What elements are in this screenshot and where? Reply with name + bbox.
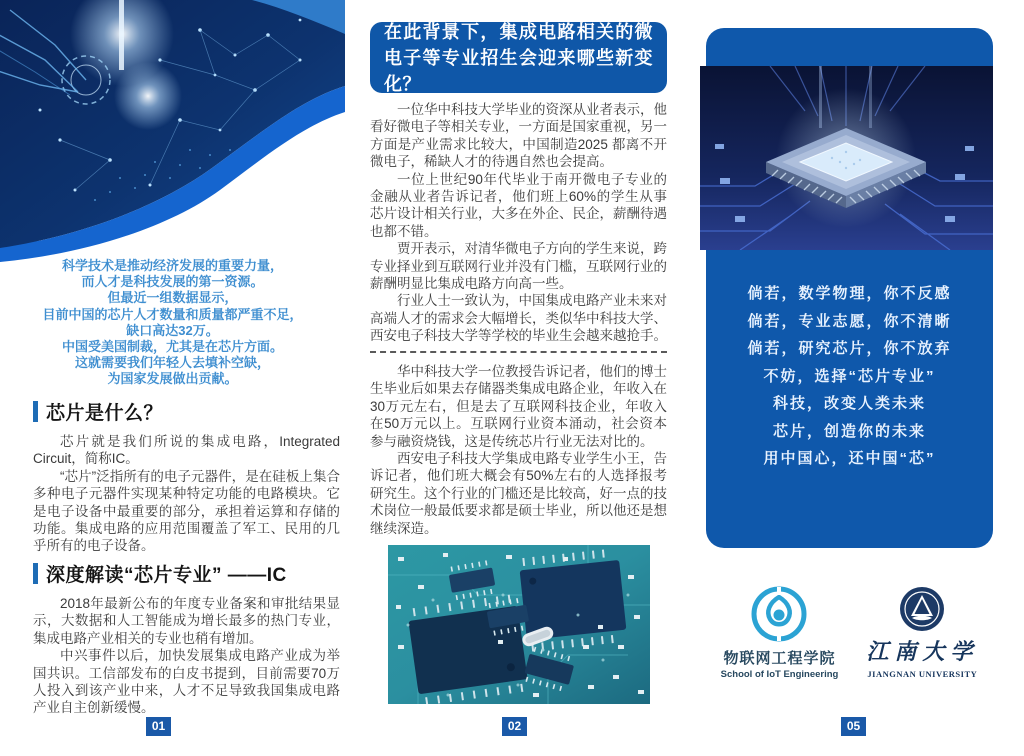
hero-tech-photo <box>0 0 345 262</box>
page-number-02: 02 <box>502 717 527 736</box>
circuit-board-photo <box>388 545 650 704</box>
section-body <box>33 433 340 555</box>
question-header-text: 在此背景下，集成电路相关的微电子等专业招生会迎来哪些新变化？ <box>384 21 653 94</box>
intro-line: 这就需要我们年轻人去填补空缺， <box>74 355 270 371</box>
intro-line: 科学技术是推动经济发展的重要力量， <box>61 258 283 273</box>
jiangnan-university-emblem-icon <box>898 585 946 633</box>
left-panel <box>0 0 345 756</box>
middle-panel <box>370 0 667 756</box>
section-heading <box>33 560 340 587</box>
paragraph: 贾开表示，对清华微电子方向的学生来说，跨专业择业到互联网行业并没有门槛，互联网行业的薪酬明显比集成电路方向高一些。 <box>370 241 667 292</box>
page-number-01: 01 <box>146 717 171 736</box>
paragraph: 一位上世纪90年代毕业于南开微电子专业的金融从业者告诉记者，他们班上60%的学生从事芯片设计相关行业，大多在外企、民企，薪酬待遇也都不错。 <box>370 171 667 239</box>
slogan-line: 倘若，专业志愿，你不清晰 <box>747 312 952 330</box>
section-heading <box>33 398 340 425</box>
slogan-line: 倘若，数学物理，你不反感 <box>747 285 952 302</box>
paragraph: “芯片”泛指所有的电子元器件，是在硅板上集合多种电子元器件实现某种特定功能的电路模块。它是电子设备中最重要的部分，承担着运算和存储的功能。集成电路的应用范围覆盖了军工、民用的几乎所有的电子设备。 <box>33 468 340 554</box>
paragraph: 芯片就是我们所说的集成电路，Integrated Circuit，简称IC。 <box>33 434 340 467</box>
intro-line: 中国受美国制裁，尤其是在芯片方面。 <box>61 339 283 355</box>
iot-school-emblem-icon <box>750 585 808 643</box>
question-header-box <box>370 22 667 93</box>
cpu-chip-photo <box>700 66 993 250</box>
slogan-line: 芯片，创造你的未来 <box>772 422 926 440</box>
paragraph: 华中科技大学一位教授告诉记者，他们的博士生毕业后如果去存储器类集成电路企业，年收入在30万元左右，但是去了互联网科技企业，年收入在50万元以上。互联网行业资本涌动，社会资本参与融资烧钱，这是传统芯片行业无法对比的。 <box>370 364 667 449</box>
intro-statement <box>0 258 345 388</box>
section-what-is-chip <box>33 398 340 555</box>
intro-line: 而人才是科技发展的第一资源。 <box>81 274 264 290</box>
hero-wave-graphic <box>0 0 345 262</box>
paragraph: 中兴事件以后，加快发展集成电路产业成为举国共识。工信部发布的白皮书提到，目前需要70万人投入到该产业中来，人才不足导致我国集成电路产业自主创新缓慢。 <box>33 648 340 716</box>
intro-line: 目前中国的芯片人才数量和质量都严重不足， <box>42 306 303 322</box>
page-number-05: 05 <box>841 717 866 736</box>
section-body <box>33 595 340 717</box>
dashed-divider <box>370 351 667 353</box>
slogan-line: 倘若，研究芯片，你不放弃 <box>747 340 952 357</box>
slogan-block <box>706 280 993 473</box>
iot-school-name-en: School of IoT Engineering <box>720 669 839 680</box>
blue-feature-panel <box>706 28 993 548</box>
paragraph: 行业人士一致认为，中国集成电路产业未来对高端人才的需求会大幅增长，类似华中科技大学、西安电子科技大学等学校的毕业生会越来越抢手。 <box>370 293 667 344</box>
slogan-line: 用中国心，还中国“芯” <box>763 450 936 467</box>
slogan-line: 科技，改变人类未来 <box>772 395 926 412</box>
cpu-chip-illustration <box>700 66 993 250</box>
heading-accent-bar <box>33 563 38 584</box>
paragraph: 一位华中科技大学毕业的资深从业者表示，他看好微电子等相关专业，一方面是国家重视，另一方面是产业需求比较大，中国制造2025 都离不开微电子，稀缺人才的待遇自然也会提高。 <box>370 102 667 170</box>
jiangnan-university-name-cn: 江南大学 <box>866 639 979 664</box>
iot-school-logo <box>721 585 839 680</box>
circuit-board-illustration <box>388 545 650 704</box>
interview-paragraphs-bottom <box>370 363 667 537</box>
intro-line: 为国家发展做出贡献。 <box>107 371 238 387</box>
intro-line: 但最近一组数据显示， <box>107 290 238 306</box>
iot-school-name-cn: 物联网工程学院 <box>723 650 836 667</box>
section-title-text: 深度解读“芯片专业” ——IC <box>46 565 287 586</box>
heading-accent-bar <box>33 401 38 422</box>
intro-line: 缺口高达32万。 <box>126 322 219 338</box>
paragraph: 2018年最新公布的年度专业备案和审批结果显示，大数据和人工智能成为增长最多的热门专业，集成电路产业相关的专业也稍有增加。 <box>33 596 340 646</box>
logo-row <box>706 585 993 680</box>
jiangnan-university-logo <box>866 585 978 680</box>
slogan-line: 不妨，选择“芯片专业” <box>763 367 936 385</box>
right-panel <box>706 0 993 756</box>
section-deep-dive-ic <box>33 560 340 717</box>
jiangnan-university-name-en: JIANGNAN UNIVERSITY <box>867 669 978 679</box>
interview-paragraphs-top <box>370 101 667 345</box>
paragraph: 西安电子科技大学集成电路专业学生小王，告诉记者，他们班大概会有50%左右的人选择报考研究生。这个行业的门槛还是比较高，好一点的技术岗位一般最低要求都是硕士毕业，所以他还是想继续深造。 <box>370 451 667 536</box>
section-title-text: 芯片是什么？ <box>46 403 164 424</box>
